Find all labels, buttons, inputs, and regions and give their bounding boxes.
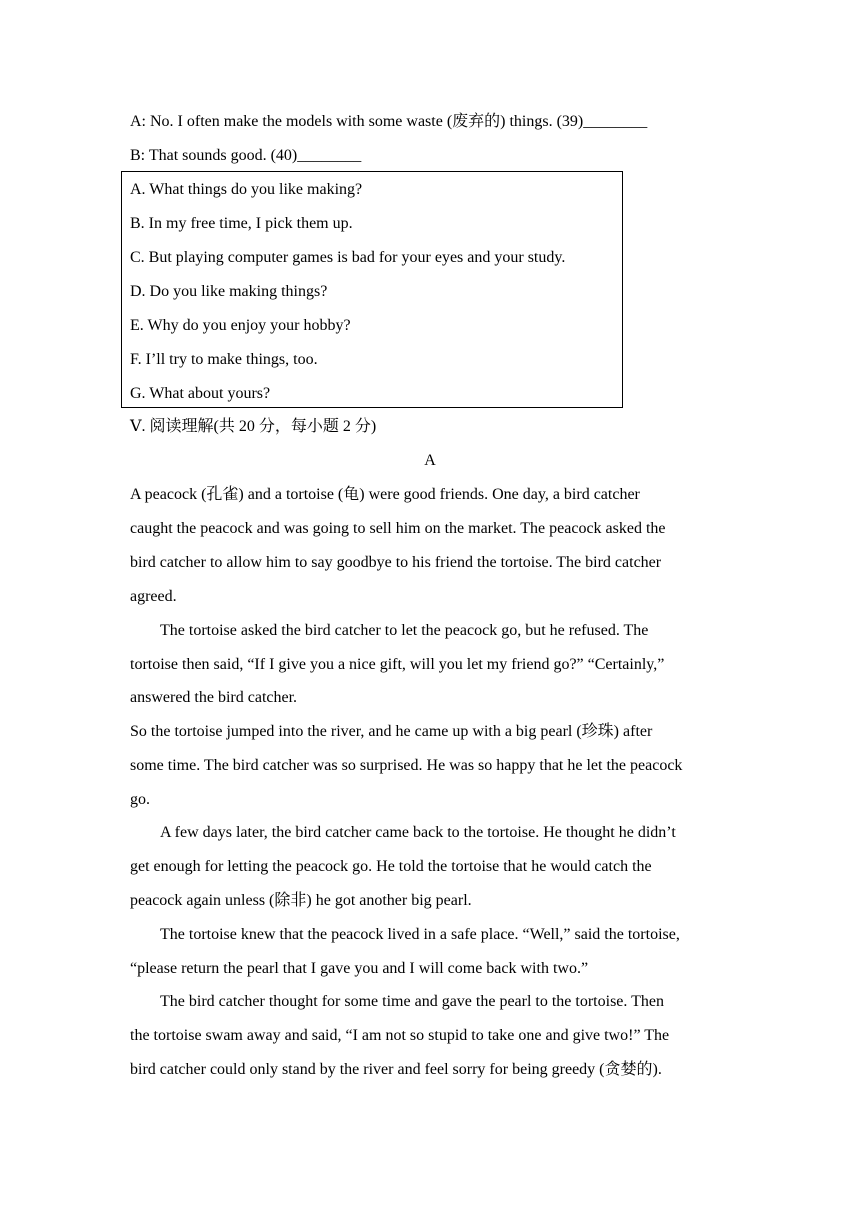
option-e: E. Why do you enjoy your hobby?	[130, 317, 351, 334]
passage-line: bird catcher could only stand by the river and feel sorry for being greedy (贪婪的).	[130, 1061, 662, 1078]
passage-line: The tortoise asked the bird catcher to let the peacock go, but he refused. The	[160, 622, 649, 639]
passage-line: caught the peacock and was going to sell him on the market. The peacock asked the	[130, 520, 666, 537]
option-c: C. But playing computer games is bad for your eyes and your study.	[130, 249, 566, 266]
option-f: F. I’ll try to make things, too.	[130, 351, 318, 368]
section-heading: Ⅴ. 阅读理解(共 20 分，每小题 2 分)	[130, 418, 377, 435]
option-b: B. In my free time, I pick them up.	[130, 215, 353, 232]
passage-line: The tortoise knew that the peacock lived in a safe place. “Well,” said the tortoise,	[160, 926, 680, 943]
option-a: A. What things do you like making?	[130, 181, 363, 198]
option-g: G. What about yours?	[130, 385, 271, 402]
passage-line: bird catcher to allow him to say goodbye to his friend the tortoise. The bird catcher	[130, 554, 662, 571]
option-d: D. Do you like making things?	[130, 283, 328, 300]
passage-line: get enough for letting the peacock go. He told the tortoise that he would catch the	[130, 858, 652, 875]
dialogue-line-b: B: That sounds good. (40)________	[130, 147, 362, 164]
passage-line: go.	[130, 791, 150, 808]
passage-label: A	[424, 452, 436, 469]
options-box	[121, 171, 623, 408]
dialogue-line-a: A: No. I often make the models with some waste (废弃的) things. (39)________	[130, 113, 648, 130]
passage-line: The bird catcher thought for some time and gave the pearl to the tortoise. Then	[160, 993, 664, 1010]
passage-line: So the tortoise jumped into the river, and he came up with a big pearl (珍珠) after	[130, 723, 653, 740]
passage-line: peacock again unless (除非) he got another big pearl.	[130, 892, 472, 909]
passage-line: agreed.	[130, 588, 177, 605]
passage-line: the tortoise swam away and said, “I am not so stupid to take one and give two!” The	[130, 1027, 670, 1044]
passage-line: A few days later, the bird catcher came back to the tortoise. He thought he didn’t	[160, 824, 676, 841]
passage-line: answered the bird catcher.	[130, 689, 298, 706]
passage-line: some time. The bird catcher was so surprised. He was so happy that he let the peacock	[130, 757, 683, 774]
passage-line: A peacock (孔雀) and a tortoise (龟) were good friends. One day, a bird catcher	[130, 486, 640, 503]
passage-line: tortoise then said, “If I give you a nice gift, will you let my friend go?” “Certainly,”	[130, 656, 665, 673]
passage-line: “please return the pearl that I gave you and I will come back with two.”	[130, 960, 589, 977]
